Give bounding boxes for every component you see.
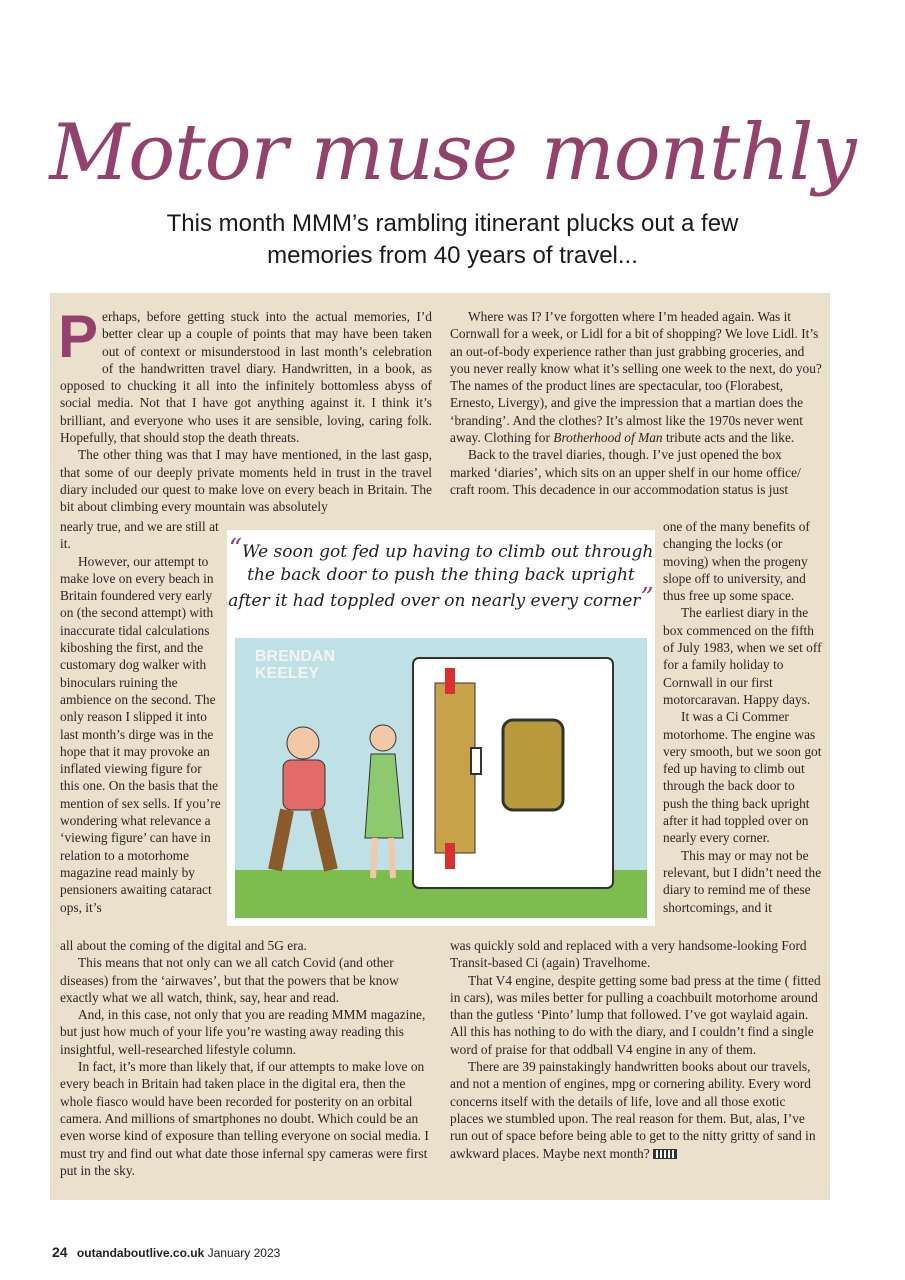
left-column-bottom	[60, 937, 432, 1179]
paragraph: erhaps, before getting stuck into the actual memories, I’d better clear up a couple of points that may have been taken out of context or misunderstood in last month’s celebration of the handwritten travel diary. Handwritten, in a book, as opposed to chucking it all into the infinitely bottomless abyss of social media. Not that I have got anything against it. I think it’s brilliant, and everyone who uses it are sensible, loving, caring folk. Hopefully, that should stop the death threats.	[60, 309, 432, 446]
italic-title: Brotherhood of Man	[553, 430, 663, 446]
standfirst: This month MMM’s rambling itinerant plucks out a few memories from 40 years of travel...	[166, 210, 739, 269]
left-column-narrow	[60, 518, 222, 916]
paragraph: This may or may not be relevant, but I didn’t need the diary to remind me of these shortcomings, and it	[663, 847, 822, 915]
paragraph: all about the coming of the digital and 5G era.	[60, 938, 307, 953]
left-column-top	[58, 303, 432, 516]
end-mark-icon	[653, 1149, 677, 1159]
paragraph: The other thing was that I may have mentioned, in the last gasp, that some of our deeply private moments held in trust in the travel diary included our quest to make love on every beach in Britain. The bit about climbing every mountain was absolutely	[60, 447, 432, 515]
pull-quote: “We soon got fed up having to climb out through the back door to push the thing back upright after it had toppled over on nearly every corner”	[228, 534, 654, 613]
paragraph: nearly true, and we are still at it.	[60, 519, 219, 552]
illustration-box	[227, 530, 655, 926]
issue-date: January 2023	[207, 1246, 281, 1260]
page-title: Motor muse monthly	[49, 108, 856, 198]
artist-credit: BRENDAN KEELEY	[255, 648, 335, 682]
paragraph: This means that not only can we all catch Covid (and other diseases) from the ‘airwaves’, but that the powers that be know exactly what we all watch, think, say, hear and read.	[60, 955, 399, 1005]
right-column-top	[450, 308, 822, 498]
paragraph: However, our attempt to make love on every beach in Britain foundered very early on (the second attempt) with inaccurate tidal calculations kiboshing the first, and the customary dog walker with binoculars ruining the ambience on the second. The only reason I slipped it into last month’s dirge was in the hope that it may provoke an inflated viewing figure for this one. On the basis that the mention of sex sells. If you’re wondering what relevance a ‘viewing figure’ can have in relation to a motorhome magazine read mainly by pensioners awaiting cataract ops, it’s	[60, 553, 221, 915]
paragraph: And, in this case, not only that you are reading MMM magazine, but just how much of your life you’re wasting away reading this insightful, well-researched lifestyle column.	[60, 1007, 426, 1057]
paragraph: That V4 engine, despite getting some bad press at the time ( fitted in cars), was miles better for pulling a coachbuilt motorhome around than the gutless ‘Pinto’ lump that followed. I’ve got waylaid again. All this has nothing to do with the diary, and I couldn’t find a single word of praise for that oddball V4 engine in any of them.	[450, 972, 821, 1057]
paragraph: The earliest diary in the box commenced on the fifth of July 1983, when we set off for a family holiday to Cornwall in our first motorcaravan. Happy days.	[663, 605, 822, 707]
paragraph: Where was I? I’ve forgotten where I’m headed again. Was it Cornwall for a week, or Lidl for a bit of shopping? We love Lidl. It’s an out-of-body experience rather than just grabbing groceries, and you never really know what it’s selling one week to the next, do you? The names of the product lines are spectacular, too (Florabest, Ernesto, Livergy), and give the impression that a martian does the ‘branding’. And the clothes? It’s almost like the 1970s never went away. Clothing for Brotherhood of Man tribute acts and the like.	[450, 309, 822, 446]
page-number: 24	[52, 1244, 68, 1260]
paragraph: one of the many benefits of changing the locks (or moving) when the progeny slope off to university, and thus free up some space.	[663, 519, 810, 604]
man-figure	[287, 727, 319, 759]
paragraph: It was a Ci Commer motorhome. The engine was very smooth, but we soon got fed up having to climb out through the back door to push the thing back upright after it had toppled over on nearly every corner.	[663, 709, 822, 846]
paragraph: There are 39 painstakingly handwritten books about our travels, and not a mention of engines, mpg or cornering ability. Every word concerns itself with the details of life, love and all those exotic places we stumbled upon. The real reason for them. But, alas, I’ve run out of space before being able to get to the nitty gritty of sand in awkward places. Maybe next month?	[450, 1059, 816, 1161]
paragraph: was quickly sold and replaced with a very handsome-looking Ford Transit-based Ci (again) Travelhome.	[450, 938, 807, 971]
page-footer	[52, 1244, 280, 1260]
drop-cap: P	[58, 303, 99, 370]
woman-figure	[370, 725, 396, 751]
website-link[interactable]: outandaboutlive.co.uk	[76, 1246, 205, 1260]
right-column-bottom	[450, 937, 822, 1162]
paragraph: Back to the travel diaries, though. I’ve just opened the box marked ‘diaries’, which sits on an upper shelf in our home office/ craft room. This decadence in our accommodation status is just	[450, 447, 801, 497]
right-column-narrow	[663, 518, 823, 916]
paragraph: In fact, it’s more than likely that, if our attempts to make love on every beach in Britain had taken place in the digital era, then the whole fiasco would have been recorded for posterity on an orbital camera. And millions of smartphones no doubt. Which could be an even worse kind of exposure than telling everyone on social media. I must try and find out what date those infernal spy cameras were first put in the sky.	[60, 1059, 429, 1178]
